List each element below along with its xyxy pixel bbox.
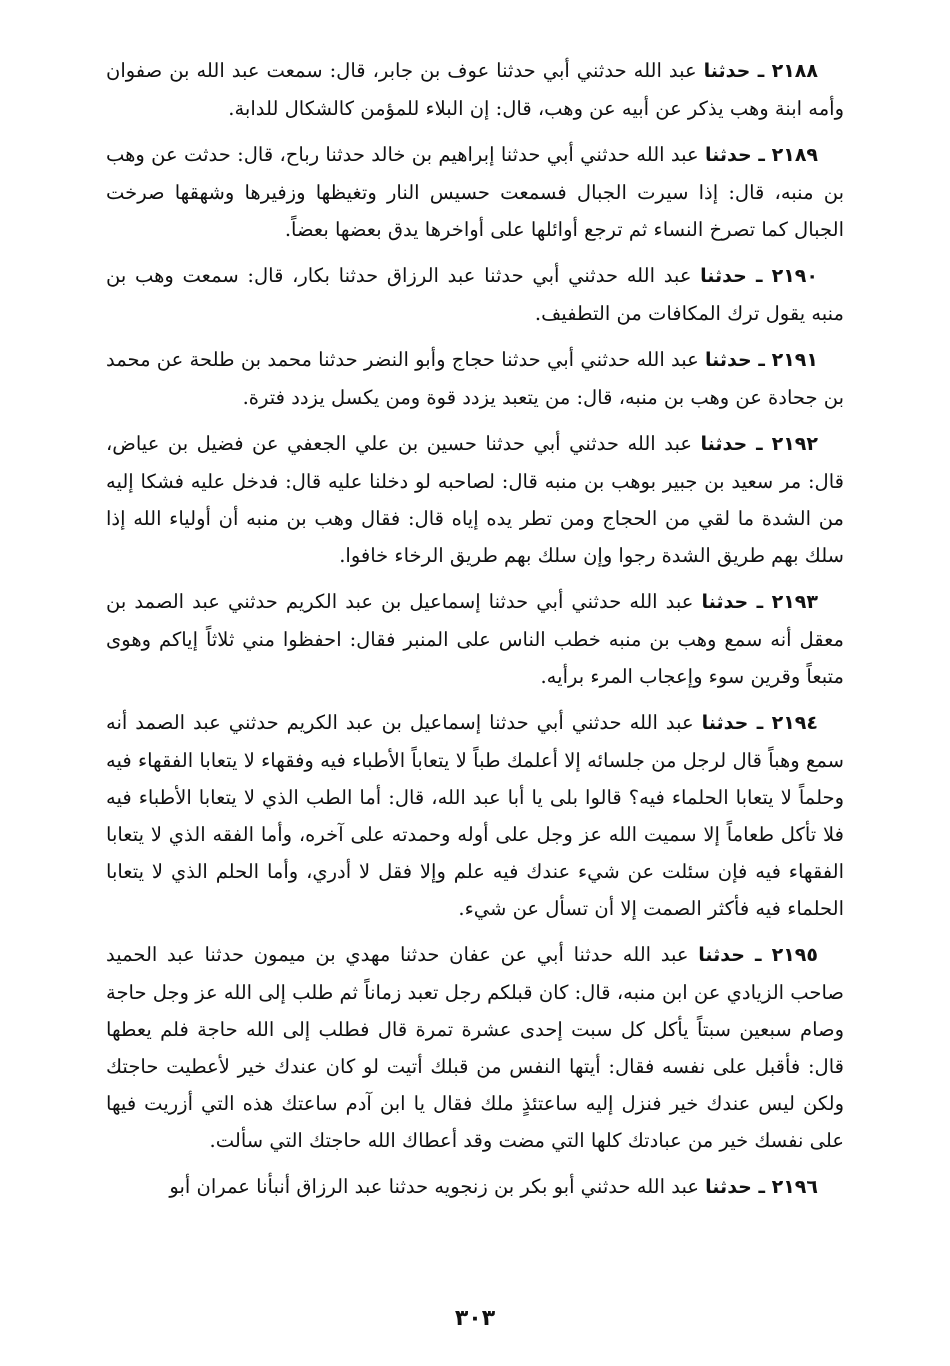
entry-keyword: حدثنا [704,144,752,166]
entry-text: عبد الله حدثني أبي حدثنا حسين بن علي الجعفي عن فضيل بن عياض، قال: مر سعيد بن جبير بوهب بن منبه قال: لصاحبه لو دخلنا عليه قال: فدخل عليه فشكا إليه من الشدة ما لقي من الحجاج ومن تطر يده إياه قال: فقال وهب بن منبه أن أولياء الله إذا سلك بهم طريق الشدة رجوا وإن سلك بهم طريق الرخاء خافوا. [106,432,844,567]
entry-keyword: حدثنا [705,349,752,371]
entry-keyword: حدثنا [703,60,751,82]
entry-number: ٢١٩٠ [771,265,818,287]
entry-dash: ـ [747,433,772,455]
entry-text: عبد الله حدثني أبي حدثنا إسماعيل بن عبد الكريم حدثني عبد الصمد بن معقل أنه سمع وهب بن منبه خطب الناس على المنبر فقال: احفظوا مني ثلاثاً إياكم وهوى متبعاً وقرين سوء وإعجاب المرء برأيه. [106,590,844,688]
entry-text: عبد الله حدثني أبي حدثنا إسماعيل بن عبد الكريم حدثني عبد الصمد أنه سمع وهباً قال لرجل من جلسائه إلا أعلمك طباً لا يتعاباً الأطباء فيه وفقهاء لا يتعابا الفقهاء فيه وحلماً لا يتعابا الحلماء فيه؟ قالوا بلى يا أبا عبد الله، قال: أما الطب الذي لا يتعابا الأطباء فيه فلا تأكل طعاماً إلا سميت الله عز وجل على أوله وحمدته على آخره، وأما الفقه الذي لا يتعابا الفقهاء فيه فإن سئلت عن شيء عندك فيه علم وإلا فقل لا أدري، وأما الحلم الذي لا يتعابا الحلماء فيه فأكثر الصمت إلا أن تسأل عن شيء. [106,711,844,920]
entry-dash: ـ [744,944,772,966]
entry-keyword: حدثنا [700,265,747,287]
entry-dash: ـ [750,60,772,82]
page-number: ٣٠٣ [454,1306,496,1331]
entry-text: عبد الله حدثني أبي حدثنا حجاج وأبو النضر حدثنا محمد بن طلحة عن محمد بن جحادة عن وهب بن منبه، قال: من يتعبد يزدد قوة ومن يكسل يزدد فترة. [106,348,844,409]
entry-dash: ـ [751,349,772,371]
entry-dash: ـ [751,1176,772,1198]
hadith-entry-2193 [106,583,844,695]
hadith-entry-2196 [106,1168,844,1206]
page-body [106,52,844,1215]
entry-dash: ـ [746,265,772,287]
entry-number: ٢١٩١ [771,349,818,371]
hadith-entry-2194 [106,704,844,927]
hadith-entry-2191 [106,341,844,416]
entry-number: ٢١٩٦ [771,1176,818,1198]
entry-keyword: حدثنا [701,712,749,734]
entry-keyword: حدثنا [701,591,749,613]
hadith-entry-2192 [106,425,844,574]
entry-keyword: حدثنا [698,944,745,966]
entry-dash: ـ [751,144,772,166]
entry-text: عبد الله حدثني أبي حدثنا إبراهيم بن خالد حدثنا رباح، قال: حدثت عن وهب بن منبه، قال: إذا سيرت الجبال فسمعت حسيس النار وتغيظها وزفيرها وشهقها صرخت الجبال كما تصرخ النساء ثم ترجع أوائلها على أواخرها يدق بعضها بعضاً. [106,143,844,241]
entry-keyword: حدثنا [700,433,748,455]
entry-number: ٢١٩٤ [771,712,818,734]
entry-text: عبد الله حدثني أبو بكر بن زنجويه حدثنا عبد الرزاق أنبأنا عمران أبو [169,1175,706,1198]
hadith-entry-2190 [106,257,844,332]
entry-text: عبد الله حدثنا أبي عن عفان حدثنا مهدي بن ميمون حدثنا عبد الحميد صاحب الزيادي عن ابن منبه، قال: كان قبلكم رجل تعبد زماناً ثم طلب إلى الله عز وجل حاجة وصام سبعين سبتاً يأكل كل سبت إحدى عشرة تمرة قال فطلب إلى الله حاجة فلم يعطها قال: فأقبل على نفسه فقال: أيتها النفس من قبلك أتيت لو كان عندك خير لأعطيت حاجتك ولكن ليس عندك خير فنزل إليه ساعتئذٍ ملك فقال يا ابن آدم ساعتك هذه التي أزريت فيها على نفسك خير من عبادتك كلها التي مضت وقد أعطاك الله حاجتك التي سألت. [106,943,844,1152]
hadith-entry-2188 [106,52,844,127]
entry-number: ٢١٨٩ [771,144,819,166]
entry-dash: ـ [748,591,772,613]
entry-number: ٢١٨٨ [771,60,818,82]
entry-number: ٢١٩٣ [771,591,818,613]
entry-dash: ـ [748,712,772,734]
entry-number: ٢١٩٢ [771,433,818,455]
entry-text: عبد الله حدثني أبي حدثنا عبد الرزاق حدثنا بكار، قال: سمعت وهب بن منبه يقول ترك المكافات من التطفيف. [106,264,844,325]
hadith-entry-2195 [106,936,844,1159]
entry-text: عبد الله حدثني أبي حدثنا عوف بن جابر، قال: سمعت عبد الله بن صفوان وأمه ابنة وهب يذكر عن أبيه عن وهب، قال: إن البلاء للمؤمن كالشكال للدابة. [106,59,844,120]
entry-keyword: حدثنا [705,1176,752,1198]
hadith-entry-2189 [106,136,844,248]
entry-number: ٢١٩٥ [771,944,818,966]
